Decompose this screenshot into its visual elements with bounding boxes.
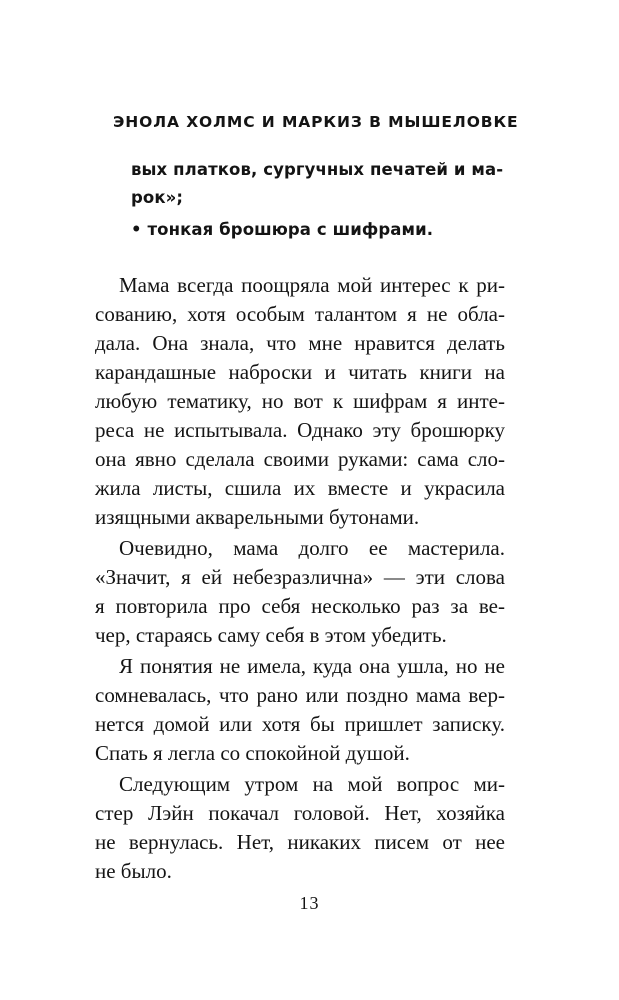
text-line: чер, стараясь саму себя в этом убедить.: [95, 623, 447, 647]
running-head: ЭНОЛА ХОЛМС И МАРКИЗ В МЫШЕЛОВКЕ: [113, 113, 519, 131]
text-line: она явно сделала своими руками: сама сло-: [95, 447, 505, 471]
text-line: стер Лэйн покачал головой. Нет, хозяйка: [95, 801, 505, 825]
text-line: сомневалась, что рано или поздно мама вер-: [95, 683, 505, 707]
text-line: реса не испытывала. Однако эту брошюрку: [95, 418, 505, 442]
text-line: дала. Она знала, что мне нравится делать: [95, 331, 505, 355]
text-line: «Значит, я ей небезразлична» — эти слова: [95, 565, 505, 589]
text-line: сованию, хотя особым талантом я не обла-: [95, 302, 505, 326]
text-line: не вернулась. Нет, никаких писем от нее: [95, 830, 505, 854]
text-line: я повторила про себя несколько раз за ве-: [95, 594, 505, 618]
text-line: Очевидно, мама долго ее мастерила.: [119, 536, 505, 560]
page-number: 13: [299, 893, 320, 913]
handwritten-list-line: рок»;: [131, 188, 184, 207]
text-line: жила листы, сшила их вместе и украсила: [95, 476, 505, 500]
text-line: изящными акварельными бутонами.: [95, 505, 420, 529]
text-line: любую тематику, но вот к шифрам я инте-: [95, 389, 505, 413]
text-line: не было.: [95, 859, 172, 883]
text-line: Спать я легла со спокойной душой.: [95, 741, 410, 765]
text-line: нется домой или хотя бы пришлет записку.: [95, 712, 505, 736]
handwritten-list-line: • тонкая брошюра с шифрами.: [131, 220, 434, 239]
handwritten-list-line: вых платков, сургучных печатей и ма-: [131, 160, 504, 179]
text-line: Я понятия не имела, куда она ушла, но не: [119, 654, 505, 678]
text-line: Следующим утром на мой вопрос ми-: [119, 772, 505, 796]
text-line: карандашные наброски и читать книги на: [95, 360, 505, 384]
text-line: Мама всегда поощряла мой интерес к ри-: [119, 273, 505, 297]
